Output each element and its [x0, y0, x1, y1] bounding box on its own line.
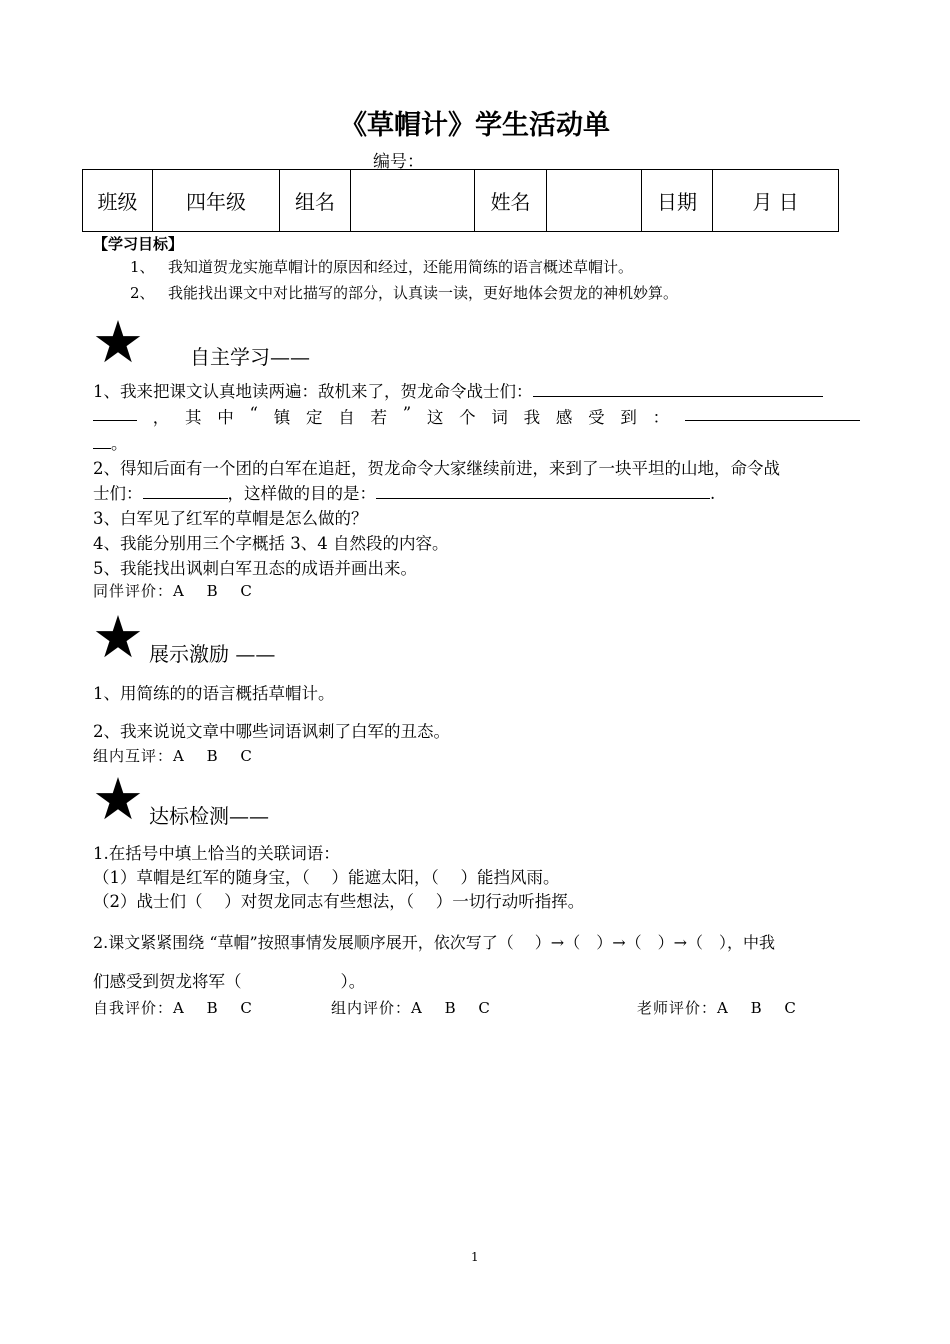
class-label: 班级	[83, 170, 153, 232]
group-evaluation: 组内评价：A B C	[331, 999, 491, 1017]
date-label: 日期	[642, 170, 713, 232]
question-char: 到	[620, 408, 637, 427]
assessment-question-2-line-1: 2.课文紧紧围绕 “草帽”按照事情发展顺序展开，依次写了（ ）→（ ）→（ ）→（ ），中我	[93, 933, 776, 952]
goal-item	[130, 256, 633, 277]
self-evaluation: 自我评价：A B C	[93, 999, 253, 1017]
star-icon: ★	[92, 603, 144, 671]
question-char: 镇	[273, 408, 291, 427]
class-value: 四年级	[153, 170, 280, 232]
star-icon: ★	[92, 308, 144, 376]
goal-text: 我知道贺龙实施草帽计的原因和经过，还能用简练的语言概述草帽计。	[168, 258, 634, 276]
question-text: ，这样做的目的是：	[227, 484, 376, 503]
question-4: 4、我能分别用三个字概括 3、4 自然段的内容。	[93, 534, 449, 553]
showcase-question-1: 1、用简练的的语言概括草帽计。	[93, 684, 335, 703]
assessment-question-1-2: （2）战士们（ ）对贺龙同志有些想法，（ ）一切行动听指挥。	[93, 892, 585, 911]
answer-blank[interactable]	[685, 404, 860, 421]
section-title-showcase: 展示激励 ——	[149, 642, 276, 666]
answer-blank[interactable]	[376, 482, 710, 499]
page-title: 《草帽计》学生活动单	[340, 110, 610, 141]
question-text: 士们：	[93, 484, 143, 503]
question-char: 自	[338, 408, 355, 427]
goal-number: 2、	[130, 284, 155, 302]
question-char: 我	[523, 408, 541, 427]
question-text: 。	[111, 434, 128, 453]
goal-text: 我能找出课文中对比描写的部分，认真读一读，更好地体会贺龙的神机妙算。	[168, 284, 679, 302]
showcase-question-2: 2、我来说说文章中哪些词语讽刺了白军的丑态。	[93, 722, 450, 741]
question-char: 这	[426, 408, 444, 427]
teacher-evaluation: 老师评价：A B C	[637, 999, 797, 1017]
goal-item	[130, 282, 678, 303]
question-char: 若	[370, 408, 387, 427]
name-label: 姓名	[475, 170, 547, 232]
goal-number: 1、	[130, 258, 155, 276]
question-char: 中	[217, 408, 234, 427]
question-3: 3、白军见了红军的草帽是怎么做的？	[93, 509, 368, 528]
question-1-line-2	[93, 404, 860, 428]
assessment-question-1-1: （1）草帽是红军的随身宝，（ ）能遮太阳，（ ）能挡风雨。	[93, 868, 560, 887]
question-5: 5、我能找出讽刺白军丑态的成语并画出来。	[93, 559, 417, 578]
group-label: 组名	[280, 170, 351, 232]
question-char: 感	[555, 408, 573, 427]
answer-blank[interactable]	[533, 380, 823, 397]
question-char: 词	[491, 408, 508, 427]
question-char: 受	[588, 408, 605, 427]
assessment-question-1: 1.在括号中填上恰当的关联词语：	[93, 844, 340, 863]
question-char: ：	[652, 408, 670, 427]
question-2-line-2	[93, 480, 715, 504]
answer-blank[interactable]	[93, 404, 137, 421]
question-char: 其	[185, 408, 202, 427]
question-char: 个	[459, 408, 476, 427]
question-char: “	[249, 404, 258, 423]
section-title-self-study: 自主学习——	[190, 345, 310, 369]
question-char: 定	[305, 408, 323, 427]
page-number: 1	[471, 1250, 479, 1264]
question-2-line-1: 2、得知后面有一个团的白军在追赶，贺龙命令大家继续前进，来到了一块平坦的山地，命令战	[93, 459, 780, 478]
question-1-line-1	[93, 378, 823, 402]
assessment-question-2-line-2: 们感受到贺龙将军（ ）。	[93, 972, 366, 991]
answer-blank[interactable]	[143, 482, 228, 499]
question-1-line-3	[93, 430, 128, 454]
question-text: .	[710, 484, 716, 503]
date-value-field[interactable]: 月 日	[713, 170, 839, 232]
answer-blank[interactable]	[93, 432, 111, 449]
question-char: ”	[402, 404, 412, 423]
group-mutual-evaluation: 组内互评：A B C	[93, 747, 253, 765]
info-table	[82, 169, 839, 232]
peer-evaluation: 同伴评价：A B C	[93, 582, 253, 600]
star-icon: ★	[92, 765, 144, 833]
goals-heading: 【学习目标】	[93, 235, 184, 253]
group-value-field[interactable]	[351, 170, 475, 232]
section-title-assessment: 达标检测——	[149, 804, 269, 828]
name-value-field[interactable]	[547, 170, 642, 232]
serial-number-label: 编号：	[373, 152, 424, 172]
question-char: ，	[152, 408, 170, 427]
question-text: 1、我来把课文认真地读两遍：敌机来了，贺龙命令战士们：	[93, 382, 533, 401]
